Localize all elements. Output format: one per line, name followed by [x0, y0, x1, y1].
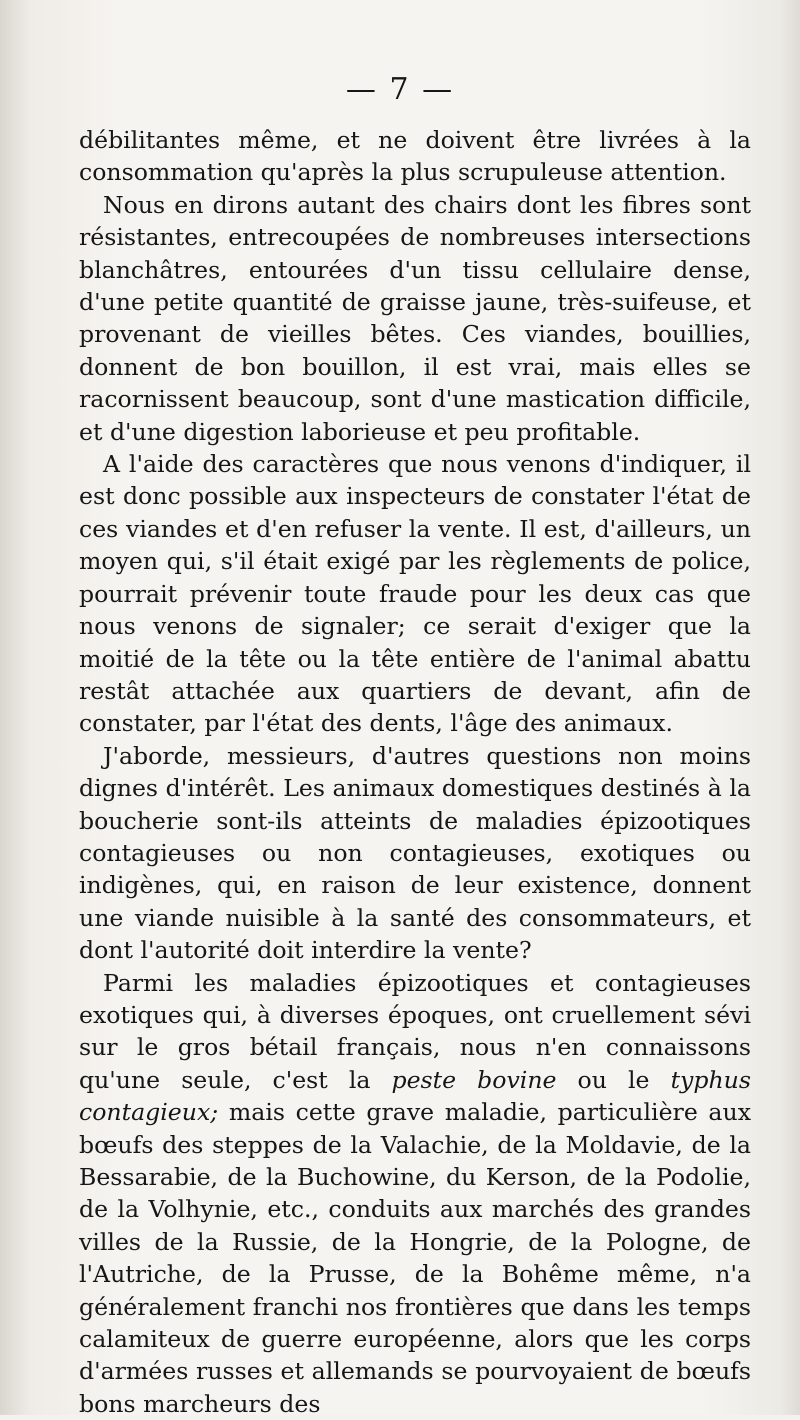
paragraph-1: débilitantes même, et ne doivent être livrées à la consommation qu'après la plus scrupuleuse attention. — [79, 126, 751, 187]
paragraph-5 — [79, 967, 751, 1420]
italic-term-peste-bovine: peste bovine — [391, 1065, 557, 1094]
paragraph-5-text-end: mais cette grave maladie, particulière aux bœufs des steppes de la Valachie, de la Moldavie, de la Bessarabie, de la Buchowine, du Kerson, de la Podolie, de la Volhynie, etc., conduits aux marchés des grandes villes de la Russie, de la Hongrie, de la Pologne, de l'Autriche, de la Prusse, de la Bohême même, n'a généralement franchi nos frontières que dans les temps calamiteux de guerre européenne, alors que les corps d'armées russes et allemands se pourvoyaient de bœufs bons marcheurs des — [79, 1098, 751, 1418]
paragraph-5-text-start: Parmi les maladies épizootiques et contagieuses exotiques qui, à diverses époques, ont cruellement sévi sur le gros bétail français, nous n'en connaissons qu'une seule, c'est la — [79, 968, 751, 1094]
page-number: — 7 — — [345, 72, 455, 107]
paragraph-4: J'aborde, messieurs, d'autres questions non moins dignes d'intérêt. Les animaux domestiques destinés à la boucherie sont-ils atteints de maladies épizootiques contagieuses ou non contagieuses, exotiques ou indigènes, qui, en raison de leur existence, donnent une viande nuisible à la santé des consommateurs, et dont l'autorité doit interdire la vente? — [79, 741, 751, 965]
paragraph-5-text-middle: ou le — [556, 1065, 671, 1094]
paragraph-2: Nous en dirons autant des chairs dont les fibres sont résistantes, entrecoupées de nombreuses intersections blanchâtres, entourées d'un tissu cellulaire dense, d'une petite quantité de graisse jaune, très-suifeuse, et provenant de vieilles bêtes. Ces viandes, bouillies, donnent de bon bouillon, il est vrai, mais elles se racornissent beaucoup, sont d'une mastication difficile, et d'une digestion laborieuse et peu profitable. — [79, 190, 751, 446]
italic-term-typhus-contagieux: typhus contagieux; — [79, 1065, 751, 1127]
body-text — [79, 124, 751, 1420]
paragraph-3: A l'aide des caractères que nous venons d'indiquer, il est donc possible aux inspecteurs de constater l'état de ces viandes et d'en refuser la vente. Il est, d'ailleurs, un moyen qui, s'il était exigé par les règlements de police, pourrait prévenir toute fraude pour les deux cas que nous venons de signaler; ce serait d'exiger que la moitié de la tête ou la tête entière de l'animal abattu restât attachée aux quartiers de devant, afin de constater, par l'état des dents, l'âge des animaux. — [79, 450, 751, 738]
